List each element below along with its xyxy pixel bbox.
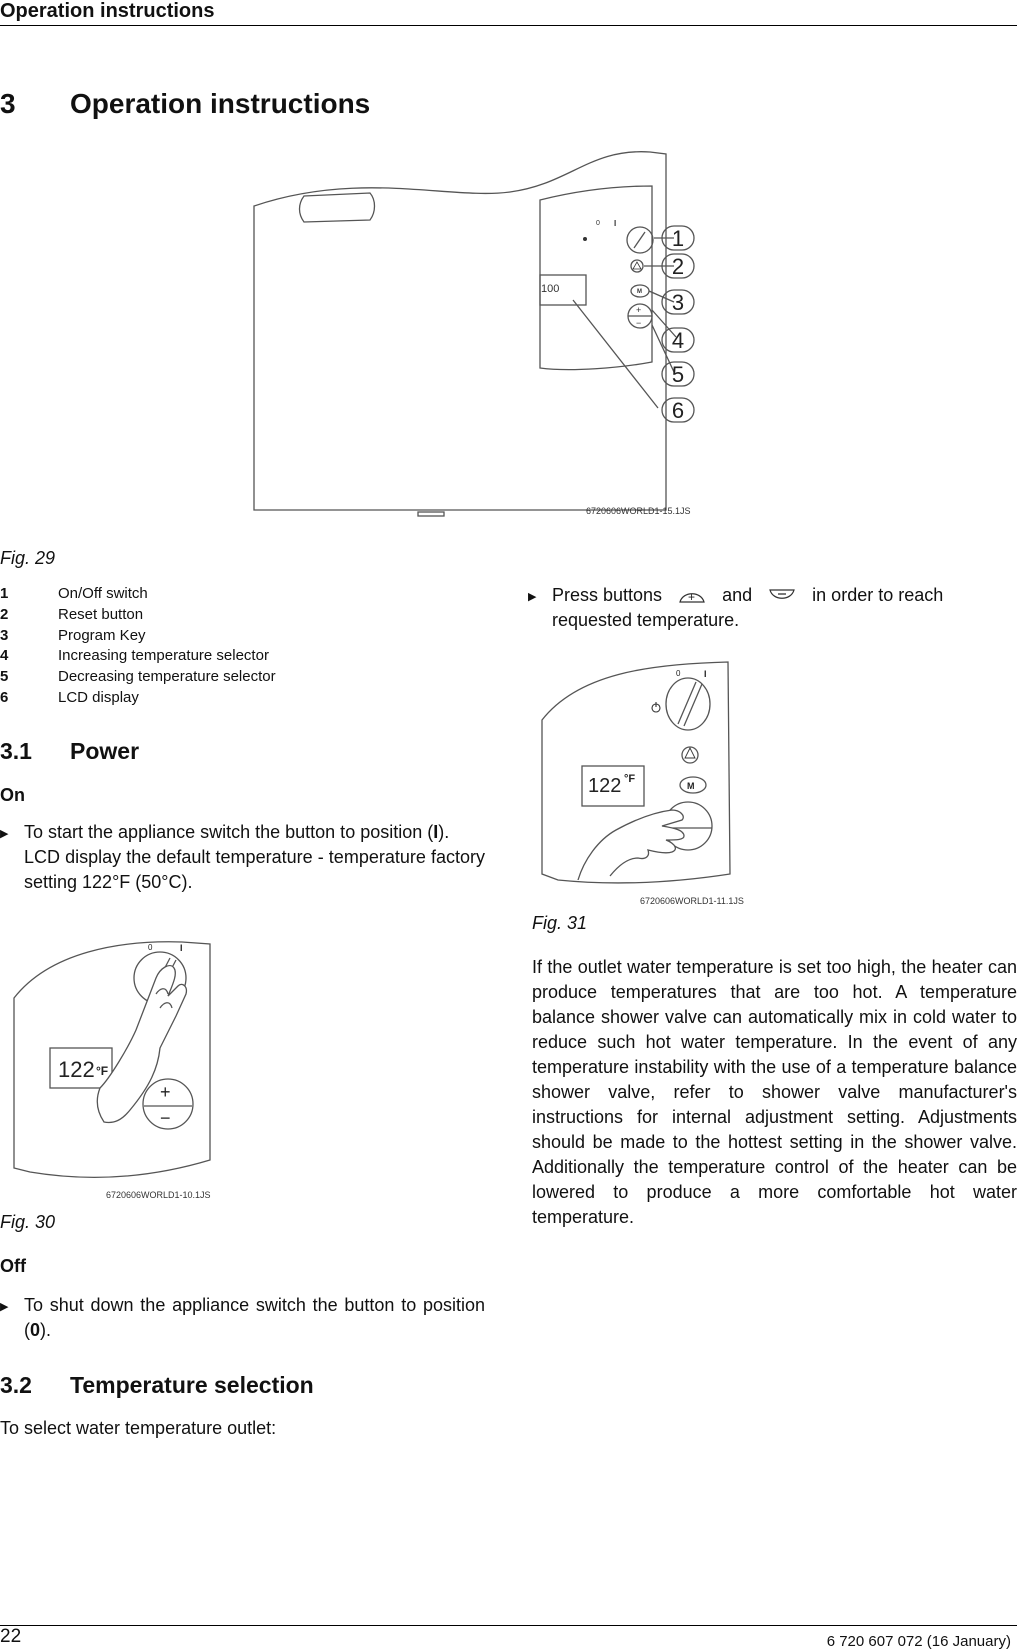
legend-item [0, 646, 276, 667]
svg-text:+: + [688, 590, 696, 605]
legend-number: 2 [0, 605, 9, 623]
fig31-temperature-selection-illustration [538, 660, 770, 906]
legend-label: LCD display [58, 688, 139, 706]
legend-label: On/Off switch [58, 585, 148, 602]
legend-item [0, 584, 276, 605]
legend-number: 6 [0, 688, 9, 706]
fig30-switch-on-label: I [180, 943, 183, 953]
fig30-lcd-unit: °F [96, 1064, 109, 1078]
legend-item [0, 626, 276, 647]
fig29-switch-on-label: I [614, 219, 617, 228]
fig30-switch-off-label: 0 [148, 943, 153, 952]
fig31-warning-icon [685, 748, 695, 758]
fig30-plus-symbol: + [160, 1082, 171, 1102]
fig29-callout-2: 2 [671, 254, 685, 279]
fig29-lcd-text: 100 [541, 283, 560, 295]
legend-number: 4 [0, 647, 9, 665]
press-post: in order to reach requested temperature. [552, 585, 944, 630]
fig29-legend [0, 584, 276, 709]
legend-label: Increasing temperature selector [58, 647, 269, 665]
fig30-code: 6720606WORLD1-10.1JS [106, 1190, 211, 1200]
document-code: 6 720 607 072 (16 January) [826, 1633, 1011, 1650]
fig31-lcd-unit: °F [624, 773, 636, 785]
legend-label: Program Key [58, 626, 146, 644]
fig29-callout-4: 4 [671, 328, 685, 353]
legend-label: Decreasing temperature selector [58, 668, 276, 686]
fig29-plus-label: + [636, 305, 642, 315]
fig29-callout-6: 6 [671, 398, 685, 423]
fig31-code: 6720606WORLD1-11.1JS [640, 896, 744, 906]
temperature-warning-paragraph: If the outlet water temperature is set too high, the heater can produce temperatures that are too hot. A temperature balance shower valve can automatically mix in cold water to reduce such hot water temperature. In the event of any temperature instability with the use of a temperature balance shower valve, refer to shower valve manufacturer's instructions for internal adjustment setting. Adjustments should be made to the hottest setting in the shower valve. Additionally the temperature control of the heater can be lowered to produce a more comfortable hot water temperature. [532, 957, 1017, 1227]
fig30-minus-symbol: − [160, 1108, 171, 1128]
press-buttons-bullet [528, 583, 1017, 633]
fig30-caption: Fig. 30 [0, 1212, 56, 1232]
on-line2: LCD display the default temperature - temperature factory setting 122°F (50°C). [24, 847, 485, 892]
chapter-title-text: Operation instructions [70, 88, 371, 119]
legend-number: 5 [0, 668, 9, 686]
plus-button-icon [677, 586, 707, 606]
fig29-switch-off-label: 0 [596, 220, 600, 227]
fig29-program-key-label: M [637, 289, 642, 295]
fig29-code: 6720606WORLD1-15.1JS [586, 506, 691, 516]
minus-button-icon [767, 586, 797, 606]
fig31-caption: Fig. 31 [532, 913, 588, 933]
on-heading: On [0, 785, 25, 805]
on-line1-end: ). [438, 822, 450, 842]
on-bullet-text [24, 820, 485, 895]
press-mid: and [722, 585, 753, 605]
legend-item [0, 605, 276, 626]
off-line1: To shut down the appliance switch the button to position ( [24, 1295, 485, 1340]
fig31-program-key-label: M [687, 781, 695, 791]
off-line1-end: ). [40, 1320, 52, 1340]
bullet-arrow-icon: ▶ [528, 591, 537, 603]
section-number: 3.2 [0, 1372, 32, 1398]
section-number: 3.1 [0, 738, 32, 764]
section-3-2-heading [0, 1372, 314, 1399]
press-buttons-text [552, 583, 1017, 633]
fig30-power-on-illustration [10, 938, 250, 1200]
legend-item [0, 688, 276, 709]
fig31-switch-off-label: 0 [676, 669, 681, 678]
off-heading: Off [0, 1256, 26, 1276]
fig29-minus-label: − [636, 318, 642, 328]
header-rule [0, 25, 1017, 26]
fig29-callout-3: 3 [671, 290, 685, 315]
footer-rule [0, 1625, 1017, 1626]
fig30-lcd-value: 122 [58, 1057, 95, 1082]
on-bullet [0, 820, 485, 895]
running-header: Operation instructions [0, 0, 215, 22]
off-bullet-text [24, 1293, 485, 1343]
page-number: 22 [0, 1626, 22, 1647]
chapter-number: 3 [0, 88, 16, 119]
section-3-1-heading [0, 738, 139, 765]
legend-number: 3 [0, 626, 9, 644]
fig29-heater-illustration [240, 140, 710, 520]
fig29-warning-icon [633, 262, 641, 269]
fig29-callout-1: 1 [671, 226, 685, 251]
on-line1: To start the appliance switch the button to position ( [24, 822, 434, 842]
fig31-switch-on-label: I [704, 669, 707, 679]
chapter-title [0, 88, 370, 120]
section-title: Power [70, 738, 140, 764]
bullet-arrow-icon: ▶ [0, 828, 9, 840]
legend-number: 1 [0, 585, 9, 602]
off-position: 0 [30, 1320, 41, 1340]
off-bullet [0, 1293, 485, 1343]
legend-item [0, 667, 276, 688]
bullet-arrow-icon: ▶ [0, 1301, 9, 1313]
temperature-intro: To select water temperature outlet: [0, 1418, 277, 1438]
fig31-power-icon [652, 702, 660, 712]
press-pre: Press buttons [552, 585, 663, 605]
fig29-callout-5: 5 [671, 362, 685, 387]
fig31-lcd-value: 122 [588, 775, 622, 797]
legend-label: Reset button [58, 605, 144, 623]
section-title: Temperature selection [70, 1372, 314, 1398]
on-position: I [433, 822, 439, 842]
fig29-caption: Fig. 29 [0, 548, 56, 568]
